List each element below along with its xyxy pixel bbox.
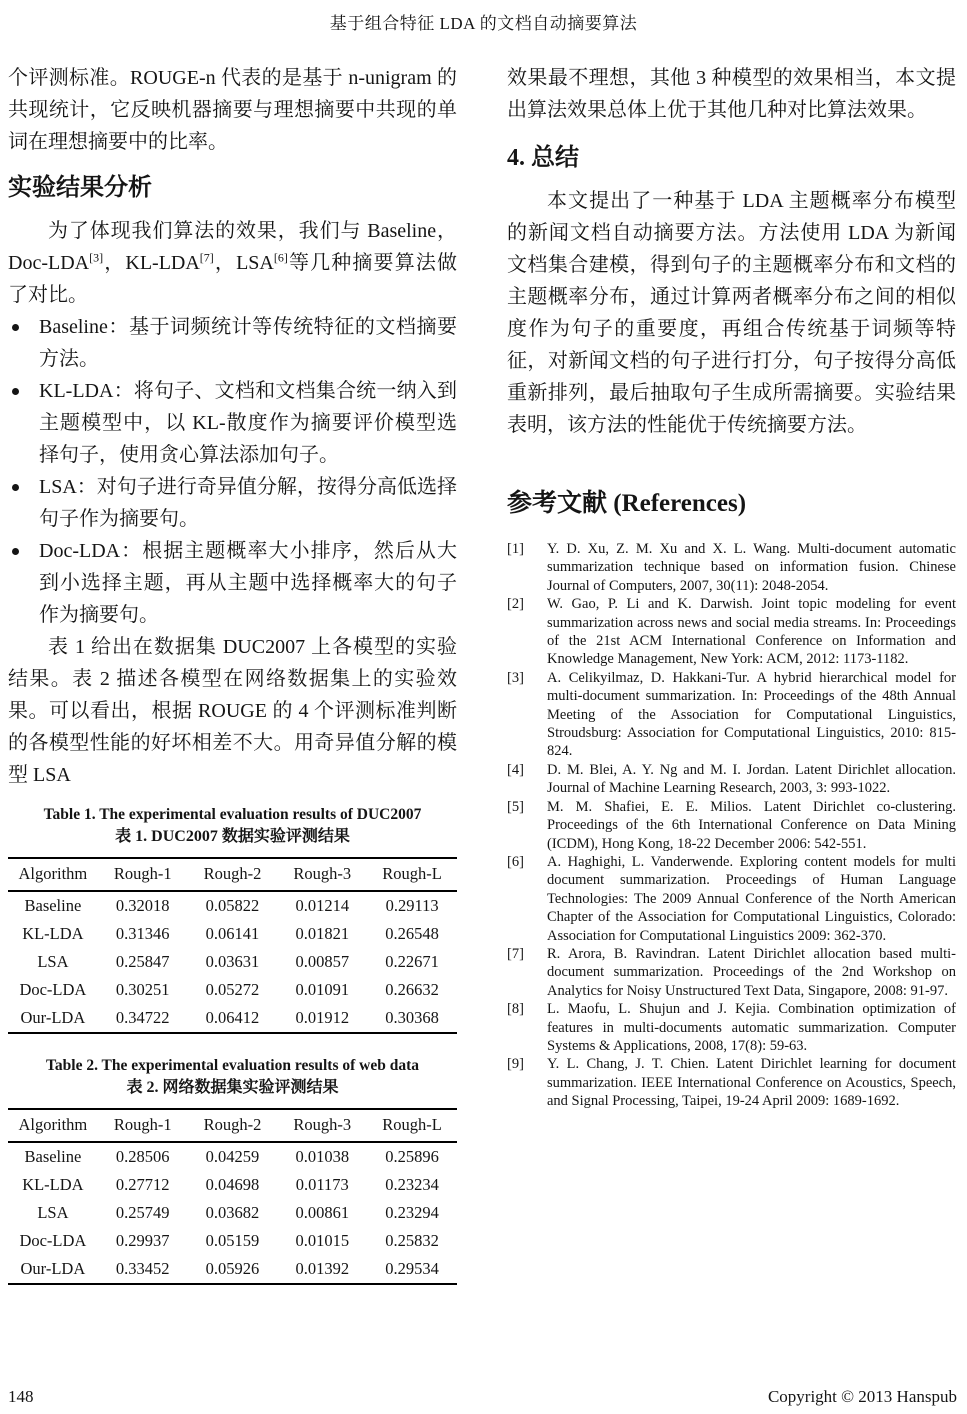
reference-item [507, 595, 956, 669]
column-header: Algorithm [8, 1109, 98, 1142]
table2-block [8, 1056, 457, 1285]
bullet-item: KL-LDA：将句子、文档和文档集合统一纳入到主题模型中，以 KL-散度作为摘要评价模型选择句子，使用贪心算法添加句子。 [8, 375, 457, 471]
table-cell: 0.25749 [115, 1203, 170, 1222]
table-cell: 0.05159 [205, 1231, 260, 1250]
text-segment: 等几种摘要算法做了对比。 [8, 252, 457, 306]
table-cell: 0.25896 [385, 1147, 439, 1166]
table-cell: LSA [37, 952, 69, 971]
bullet-item: Baseline：基于词频统计等传统特征的文档摘要方法。 [8, 311, 457, 375]
column-header: Rough-L [367, 858, 457, 891]
table-cell: 0.06412 [205, 1008, 260, 1027]
reference-number: [4] [507, 761, 524, 778]
table-cell: 0.05272 [205, 980, 260, 999]
table-cell: 0.01912 [295, 1008, 350, 1027]
table-cell: 0.01392 [295, 1259, 350, 1278]
table-cell: 0.04698 [205, 1175, 260, 1194]
reference-text: Y. D. Xu, Z. M. Xu and X. L. Wang. Multi-document automatic summarization technique based on information fusion. Chinese Journal of Computers, 2007, 30(11): 2048-2054. [547, 541, 956, 594]
bullet-item: LSA：对句子进行奇异值分解，按得分高低选择句子作为摘要句。 [8, 471, 457, 535]
table-row [8, 1142, 457, 1171]
table-cell: 0.22671 [385, 952, 439, 971]
text-segment: ，KL-LDA [103, 252, 200, 274]
reference-number: [9] [507, 1056, 524, 1073]
table-cell: 0.34722 [115, 1008, 170, 1027]
table-header-row [8, 858, 457, 891]
table-cell: KL-LDA [22, 1175, 84, 1194]
continuation-paragraph: 效果最不理想，其他 3 种模型的效果相当，本文提出算法效果总体上优于其他几种对比算法效果。 [507, 67, 956, 121]
references-list [507, 540, 956, 1111]
table-cell: 0.01173 [295, 1175, 349, 1194]
table-cell: KL-LDA [22, 924, 84, 943]
reference-text: D. M. Blei, A. Y. Ng and M. I. Jordan. Latent Dirichlet allocation. Journal of Machine Learning Research, 2003, 3: 993-1022. [547, 761, 956, 797]
column-header: Rough-L [367, 1109, 457, 1142]
table-row [8, 1199, 457, 1227]
table-cell: 0.05926 [205, 1259, 260, 1278]
table-cell: 0.27712 [115, 1175, 170, 1194]
reference-item [507, 669, 956, 761]
reference-text: A. Celikyilmaz, D. Hakkani-Tur. A hybrid hierarchical model for multi-document summarization. In: Proceedings of the 48th Annual Meeting of the Association for Computational Linguistics, Stroudsburg: Association for Computational Linguistics, 2010: 815-824. [547, 669, 956, 760]
reference-item [507, 945, 956, 1000]
table-header-row [8, 1109, 457, 1142]
column-header: Rough-3 [277, 858, 367, 891]
reference-text: A. Haghighi, L. Vanderwende. Exploring content models for multi document summarization. Proceedings of Human Language Technologies: The 2009 Annual Conference of the North American Chapter of the Association for Computational Linguistics, Colorado: Association for Computational Linguistics 2009: 362-370. [547, 853, 956, 944]
table-cell: Our-LDA [20, 1008, 86, 1027]
reference-number: [7] [507, 945, 524, 962]
tables-intro-paragraph: 表 1 给出在数据集 DUC2007 上各模型的实验结果。表 2 描述各模型在网络数据集上的实验效果。可以看出，根据 ROUGE 的 4 个评测标准判断的各模型性能的好坏相差不大。用奇异值分解的模型 LSA [8, 636, 457, 786]
table-cell: 0.30368 [385, 1008, 439, 1027]
reference-item [507, 1000, 956, 1055]
table-cell: 0.23294 [385, 1203, 439, 1222]
reference-number: [3] [507, 669, 524, 686]
table-cell: 0.00857 [295, 952, 350, 971]
section-heading-results: 实验结果分析 [8, 175, 152, 201]
table2-caption-zh: 表 2. 网络数据集实验评测结果 [126, 1079, 339, 1096]
table-row [8, 891, 457, 920]
table-cell: LSA [37, 1203, 69, 1222]
citation-superscript: [6] [273, 250, 288, 265]
text-segment: ，LSA [213, 252, 274, 274]
reference-item [507, 798, 956, 853]
reference-item [507, 761, 956, 798]
table-cell: Our-LDA [20, 1259, 86, 1278]
reference-item [507, 1055, 956, 1110]
bullet-item: Doc-LDA：根据主题概率大小排序，然后从大到小选择主题，再从主题中选择概率大的句子作为摘要句。 [8, 535, 457, 631]
table1-caption-en: Table 1. The experimental evaluation results of DUC2007 [43, 806, 422, 823]
table-row [8, 920, 457, 948]
table-cell: Baseline [24, 896, 82, 915]
table-cell: Doc-LDA [19, 1231, 87, 1250]
table-cell: 0.33452 [115, 1259, 170, 1278]
table-cell: 0.29113 [385, 896, 439, 915]
column-header: Rough-2 [188, 1109, 278, 1142]
table-row [8, 948, 457, 976]
reference-text: L. Maofu, L. Shujun and J. Kejia. Combination optimization of features in multi-documents automatic summarization. Computer Systems & Applications, 2008, 17(8): 59-63. [547, 1001, 956, 1054]
intro-paragraph: 个评测标准。ROUGE-n 代表的是基于 n-unigram 的共现统计，它反映机器摘要与理想摘要中共现的单词在理想摘要中的比率。 [8, 67, 457, 153]
table-cell: 0.30251 [115, 980, 170, 999]
citation-superscript: [7] [199, 250, 214, 265]
table-cell: 0.01038 [295, 1147, 350, 1166]
references-heading: 参考文献 (References) [507, 490, 747, 517]
table-cell: 0.25832 [385, 1231, 439, 1250]
table-cell: 0.01214 [295, 896, 350, 915]
comparison-paragraph [8, 215, 457, 311]
section-heading-summary: 4. 总结 [507, 145, 579, 171]
table-cell: 0.25847 [115, 952, 170, 971]
reference-item [507, 853, 956, 945]
reference-text: R. Arora, B. Ravindran. Latent Dirichlet allocation based multi-document summarization. Proceedings of the 2nd Workshop on Analytics for Noisy Unstructured Text Data, Singapore, 2008: 91-97. [547, 945, 956, 999]
reference-text: M. M. Shafiei, E. E. Milios. Latent Dirichlet co-clustering. Proceedings of the 6th International Conference on Data Mining (ICDM), Hong Kong, 18-22 December 2006: 542-551. [547, 798, 956, 852]
reference-number: [2] [507, 596, 524, 613]
left-column [8, 62, 457, 1285]
table1-block [8, 805, 457, 1034]
table-cell: Baseline [24, 1147, 82, 1166]
column-header: Algorithm [8, 858, 98, 891]
page-title: 基于组合特征 LDA 的文档自动摘要算法 [329, 14, 638, 33]
table-cell: 0.06141 [205, 924, 260, 943]
table-cell: 0.03682 [205, 1203, 260, 1222]
reference-text: Y. L. Chang, J. T. Chien. Latent Dirichlet learning for document summarization. IEEE International Conference on Acoustics, Speech, and Signal Processing, Taipei, 19-24 April 2009: 1689-1692. [547, 1056, 956, 1110]
column-header: Rough-3 [277, 1109, 367, 1142]
table-row [8, 1171, 457, 1199]
table1-caption-zh: 表 1. DUC2007 数据实验评测结果 [115, 828, 350, 845]
table-row [8, 1255, 457, 1284]
table-cell: 0.26632 [385, 980, 439, 999]
table-cell: 0.01091 [295, 980, 350, 999]
table-row [8, 976, 457, 1004]
page-number: 148 [8, 1387, 34, 1406]
page-footer [8, 1387, 957, 1407]
table-cell: 0.28506 [115, 1147, 170, 1166]
table-cell: 0.29534 [385, 1259, 439, 1278]
table-cell: 0.31346 [115, 924, 170, 943]
reference-item [507, 540, 956, 595]
table-cell: 0.26548 [385, 924, 439, 943]
table-cell: 0.01015 [295, 1231, 350, 1250]
reference-number: [1] [507, 541, 524, 557]
table-cell: 0.04259 [205, 1147, 260, 1166]
table-cell: 0.29937 [115, 1231, 170, 1250]
column-header: Rough-1 [98, 1109, 188, 1142]
table2 [8, 1108, 457, 1285]
table-cell: Doc-LDA [19, 980, 87, 999]
column-header: Rough-1 [98, 858, 188, 891]
text-segment: 为了体现我们算法的效果，我们与 Baseline，Doc-LDA [8, 220, 457, 274]
table-cell: 0.32018 [115, 896, 170, 915]
table-cell: 0.03631 [205, 952, 260, 971]
two-column-body [0, 62, 967, 1285]
reference-number: [6] [507, 853, 524, 870]
column-header: Rough-2 [188, 858, 278, 891]
reference-number: [5] [507, 798, 524, 815]
model-bullet-list [8, 311, 457, 631]
table2-caption-en: Table 2. The experimental evaluation results of web data [45, 1057, 419, 1074]
summary-paragraph: 本文提出了一种基于 LDA 主题概率分布模型的新闻文档自动摘要方法。方法使用 LDA 为新闻文档集合建模，得到句子的主题概率分布和文档的主题概率分布，通过计算两者概率分布之间的相似度作为句子的重要度，再组合传统基于词频等特征，对新闻文档的句子进行打分，句子按得分高低重新排列，最后抽取句子生成所需摘要。实验结果表明，该方法的性能优于传统摘要方法。 [507, 190, 956, 436]
table-row [8, 1227, 457, 1255]
table1 [8, 857, 457, 1034]
reference-number: [8] [507, 1001, 524, 1018]
citation-superscript: [3] [89, 250, 104, 265]
table-cell: 0.00861 [295, 1203, 350, 1222]
running-head [0, 0, 967, 34]
reference-text: W. Gao, P. Li and K. Darwish. Joint topic modeling for event summarization across news and social media streams. In: Proceedings of the 21st ACM International Conference on Information and Knowledge Management, New York: ACM, 2012: 1173-1182. [547, 596, 956, 668]
table-cell: 0.23234 [385, 1175, 439, 1194]
copyright-notice: Copyright © 2013 Hanspub [767, 1387, 957, 1406]
table-cell: 0.05822 [205, 896, 260, 915]
table-cell: 0.01821 [295, 924, 350, 943]
right-column [507, 62, 956, 1285]
table-row [8, 1004, 457, 1033]
